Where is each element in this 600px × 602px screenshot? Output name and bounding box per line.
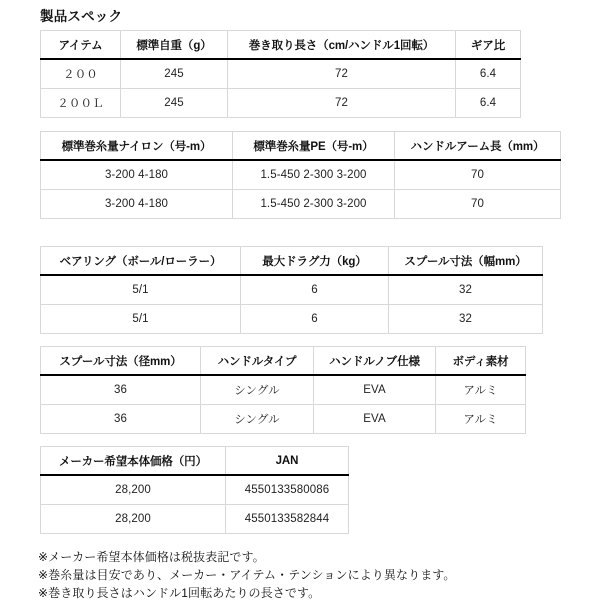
column-header-spool-diameter: スプール寸法（径mm） [41,347,201,376]
line-capacity-table [40,131,561,219]
table-row [41,505,349,534]
cell-nylon-capacity: 3-200 4-180 [41,160,233,190]
cell-body-material: アルミ [436,375,526,405]
cell-jan: 4550133582844 [226,505,349,534]
column-header-retrieve-length: 巻き取り長さ（cm/ハンドル1回転） [228,31,456,60]
cell-handle-arm-length: 70 [395,190,561,219]
cell-price: 28,200 [41,475,226,505]
column-header-gear-ratio: ギア比 [456,31,521,60]
table-row [41,89,521,118]
table-row [41,190,561,219]
footnote-price: ※メーカー希望本体価格は税抜表記です。 [38,550,265,564]
cell-spool-width: 32 [389,305,543,334]
table-row [41,375,526,405]
cell-retrieve-length: 72 [228,89,456,118]
table-header-row [41,347,526,376]
table-header-row [41,447,349,476]
footnote-line-capacity: ※巻糸量は目安であり、メーカー・アイテム・テンションにより異なります。 [38,568,456,582]
table-row [41,160,561,190]
table-header-row [41,132,561,161]
cell-body-material: アルミ [436,405,526,434]
cell-handle-type: シングル [201,375,314,405]
cell-handle-arm-length: 70 [395,160,561,190]
column-header-price: メーカー希望本体価格（円） [41,447,226,476]
cell-handle-knob: EVA [314,375,436,405]
cell-weight: 245 [121,89,228,118]
column-header-handle-type: ハンドルタイプ [201,347,314,376]
cell-bearings: 5/1 [41,275,241,305]
table-row [41,59,521,89]
column-header-nylon-capacity: 標準巻糸量ナイロン（号-m） [41,132,233,161]
column-header-bearings: ベアリング（ボール/ローラー） [41,247,241,276]
table-row [41,275,543,305]
table-header-row [41,247,543,276]
cell-item: ２００Ｌ [41,89,121,118]
spool-handle-table [40,346,526,434]
column-header-max-drag: 最大ドラグ力（kg） [241,247,389,276]
footnotes [38,548,456,602]
cell-gear-ratio: 6.4 [456,59,521,89]
column-header-spool-width: スプール寸法（幅mm） [389,247,543,276]
column-header-jan: JAN [226,447,349,476]
column-header-handle-knob: ハンドルノブ仕様 [314,347,436,376]
cell-spool-diameter: 36 [41,375,201,405]
column-header-body-material: ボディ素材 [436,347,526,376]
cell-spool-width: 32 [389,275,543,305]
table-row [41,475,349,505]
cell-jan: 4550133580086 [226,475,349,505]
cell-handle-knob: EVA [314,405,436,434]
price-jan-table [40,446,349,534]
cell-item: ２００ [41,59,121,89]
page-title: 製品スペック [40,9,123,24]
column-header-weight: 標準自重（g） [121,31,228,60]
column-header-handle-arm-length: ハンドルアーム長（mm） [395,132,561,161]
cell-nylon-capacity: 3-200 4-180 [41,190,233,219]
footnote-retrieve-length: ※巻き取り長さはハンドル1回転あたりの長さです。 [38,586,321,600]
column-header-pe-capacity: 標準巻糸量PE（号-m） [233,132,395,161]
table-row [41,305,543,334]
cell-price: 28,200 [41,505,226,534]
cell-bearings: 5/1 [41,305,241,334]
bearing-drag-table [40,246,543,334]
cell-max-drag: 6 [241,275,389,305]
cell-handle-type: シングル [201,405,314,434]
basic-spec-table [40,30,521,118]
table-header-row [41,31,521,60]
cell-spool-diameter: 36 [41,405,201,434]
cell-weight: 245 [121,59,228,89]
cell-pe-capacity: 1.5-450 2-300 3-200 [233,160,395,190]
table-row [41,405,526,434]
cell-pe-capacity: 1.5-450 2-300 3-200 [233,190,395,219]
cell-max-drag: 6 [241,305,389,334]
column-header-item: アイテム [41,31,121,60]
cell-retrieve-length: 72 [228,59,456,89]
cell-gear-ratio: 6.4 [456,89,521,118]
